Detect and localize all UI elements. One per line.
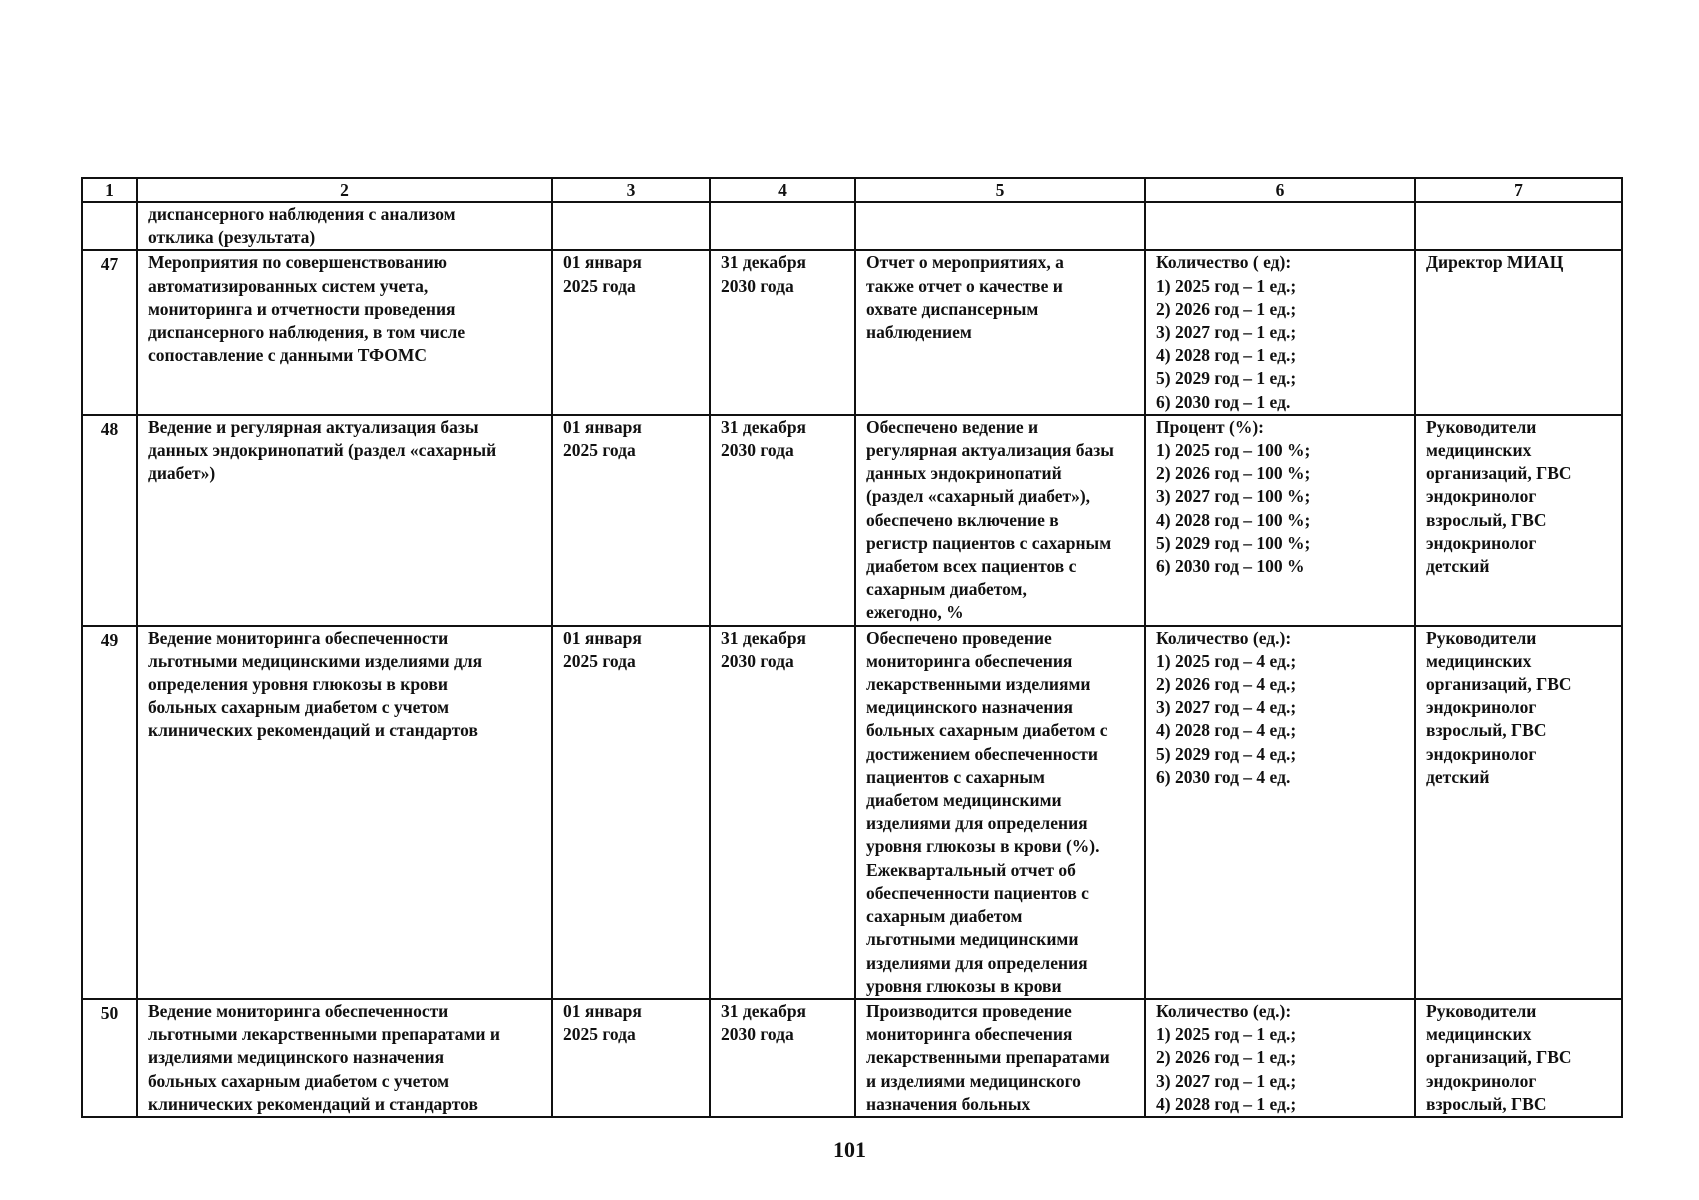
cell-text-line: (раздел «сахарный диабет»), <box>866 486 1091 507</box>
cell-text-line: Отчет о мероприятиях, а <box>866 252 1064 273</box>
responsible-cell <box>1415 999 1622 1117</box>
cell-text-line: эндокринолог <box>1426 1070 1537 1091</box>
cell-text-line: 5) 2029 год – 1 ед.; <box>1156 368 1297 389</box>
event-cell <box>137 202 552 250</box>
event-cell <box>137 999 552 1117</box>
cell-text-line: 2025 года <box>563 440 636 461</box>
cell-text-line: 2030 года <box>721 650 794 671</box>
column-number: 5 <box>855 178 1145 202</box>
cell-text-line: автоматизированных систем учета, <box>148 275 429 296</box>
cell-text-line: медицинских <box>1426 650 1532 671</box>
cell-text-line: 2030 года <box>721 275 794 296</box>
cell-text-line: и изделиями медицинского <box>866 1070 1081 1091</box>
column-number-row <box>82 178 1622 202</box>
event-cell <box>137 415 552 626</box>
cell-text-line: Количество ( ед): <box>1156 252 1292 273</box>
cell-text-line: 1) 2025 год – 1 ед.; <box>1156 1024 1297 1045</box>
cell-text-line: Ведение мониторинга обеспеченности <box>148 1000 449 1021</box>
cell-text-line: диспансерного наблюдения, в том числе <box>148 322 466 343</box>
cell-text-line: пациентов с сахарным <box>866 766 1045 787</box>
cell-text-line: Руководители <box>1426 627 1537 648</box>
cell-text-line: 2025 года <box>563 650 636 671</box>
cell-text-line: детский <box>1426 556 1490 577</box>
column-number: 2 <box>137 178 552 202</box>
column-number: 7 <box>1415 178 1622 202</box>
responsible-cell <box>1415 202 1622 250</box>
cell-text-line: 2030 года <box>721 1024 794 1045</box>
indicator-cell <box>1145 202 1415 250</box>
cell-text-line: льготными медицинскими изделиями для <box>148 650 483 671</box>
cell-text-line: обеспеченности пациентов с <box>866 882 1089 903</box>
responsible-cell <box>1415 415 1622 626</box>
cell-text-line: обеспечено включение в <box>866 509 1059 530</box>
result-cell <box>855 202 1145 250</box>
cell-text-line: клинических рекомендаций и стандартов <box>148 1093 478 1114</box>
result-cell <box>855 999 1145 1117</box>
cell-text-line: 3) 2027 год – 1 ед.; <box>1156 1070 1297 1091</box>
cell-text-line: лекарственными изделиями <box>866 674 1091 695</box>
end-date-cell <box>710 202 855 250</box>
cell-text-line: назначения больных <box>866 1093 1031 1114</box>
cell-text-line: 3) 2027 год – 100 %; <box>1156 486 1311 507</box>
start-date-cell <box>552 202 710 250</box>
cell-text-line: 3) 2027 год – 4 ед.; <box>1156 697 1297 718</box>
cell-text-line: 01 января <box>563 1000 642 1021</box>
cell-text-line: больных сахарным диабетом с учетом <box>148 1070 450 1091</box>
cell-text-line: эндокринолог <box>1426 532 1537 553</box>
table-body <box>82 178 1622 1117</box>
cell-text-line: медицинских <box>1426 440 1532 461</box>
cell-text-line: 6) 2030 год – 4 ед. <box>1156 766 1291 787</box>
start-date-cell <box>552 250 710 414</box>
cell-text-line: 31 декабря <box>721 627 807 648</box>
cell-text-line: 4) 2028 год – 100 %; <box>1156 509 1311 530</box>
cell-text-line: достижением обеспеченности <box>866 743 1098 764</box>
cell-text-line: сахарным диабетом, <box>866 579 1027 600</box>
cell-text-line: определения уровня глюкозы в крови <box>148 674 448 695</box>
cell-text-line: изделиями для определения <box>866 813 1088 834</box>
cell-text-line: медицинского назначения <box>866 697 1073 718</box>
cell-text-line: медицинских <box>1426 1024 1532 1045</box>
cell-text-line: отклика (результата) <box>148 227 316 248</box>
cell-text-line: больных сахарным диабетом с <box>866 720 1108 741</box>
indicator-cell <box>1145 626 1415 999</box>
start-date-cell <box>552 415 710 626</box>
row-number: 50 <box>82 999 137 1117</box>
cell-text-line: 2) 2026 год – 1 ед.; <box>1156 1047 1297 1068</box>
event-cell <box>137 250 552 414</box>
cell-text-line: лекарственными препаратами <box>866 1047 1110 1068</box>
cell-text-line: диабетом всех пациентов с <box>866 556 1077 577</box>
cell-text-line: 2030 года <box>721 440 794 461</box>
cell-text-line: льготными медицинскими <box>866 929 1079 950</box>
column-number: 3 <box>552 178 710 202</box>
cell-text-line: Обеспечено ведение и <box>866 416 1039 437</box>
cell-text-line: 5) 2029 год – 100 %; <box>1156 532 1311 553</box>
cell-text-line: Ведение и регулярная актуализация базы <box>148 416 479 437</box>
result-cell <box>855 415 1145 626</box>
table-row <box>82 999 1622 1117</box>
cell-text-line: изделиями медицинского назначения <box>148 1047 445 1068</box>
responsible-cell <box>1415 626 1622 999</box>
cell-text-line: мониторинга обеспечения <box>866 650 1073 671</box>
cell-text-line: 01 января <box>563 252 642 273</box>
cell-text-line: Количество (ед.): <box>1156 1000 1292 1021</box>
cell-text-line: больных сахарным диабетом с учетом <box>148 697 450 718</box>
cell-text-line: 1) 2025 год – 100 %; <box>1156 440 1311 461</box>
cell-text-line: организаций, ГВС <box>1426 674 1572 695</box>
start-date-cell <box>552 999 710 1117</box>
cell-text-line: мониторинга и отчетности проведения <box>148 298 456 319</box>
page-number: 101 <box>833 1137 866 1162</box>
cell-text-line: 1) 2025 год – 4 ед.; <box>1156 650 1297 671</box>
cell-text-line: ежегодно, % <box>866 602 964 623</box>
event-cell <box>137 626 552 999</box>
cell-text-line: эндокринолог <box>1426 697 1537 718</box>
end-date-cell <box>710 415 855 626</box>
cell-text-line: диабет») <box>148 463 216 484</box>
cell-text-line: 3) 2027 год – 1 ед.; <box>1156 322 1297 343</box>
cell-text-line: клинических рекомендаций и стандартов <box>148 720 478 741</box>
cell-text-line: диабетом медицинскими <box>866 790 1062 811</box>
cell-text-line: Руководители <box>1426 1000 1537 1021</box>
row-number: 47 <box>82 250 137 414</box>
cell-text-line: эндокринолог <box>1426 743 1537 764</box>
cell-text-line: регулярная актуализация базы <box>866 440 1114 461</box>
cell-text-line: 4) 2028 год – 1 ед.; <box>1156 345 1297 366</box>
cell-text-line: Директор МИАЦ <box>1426 252 1564 273</box>
cell-text-line: мониторинга обеспечения <box>866 1024 1073 1045</box>
result-cell <box>855 626 1145 999</box>
indicator-cell <box>1145 415 1415 626</box>
cell-text-line: данных эндокринопатий (раздел «сахарный <box>148 440 497 461</box>
cell-text-line: охвате диспансерным <box>866 298 1039 319</box>
end-date-cell <box>710 999 855 1117</box>
cell-text-line: организаций, ГВС <box>1426 1047 1572 1068</box>
row-number: 48 <box>82 415 137 626</box>
result-cell <box>855 250 1145 414</box>
cell-text-line: сахарным диабетом <box>866 906 1023 927</box>
cell-text-line: уровня глюкозы в крови (%). <box>866 836 1100 857</box>
cell-text-line: 01 января <box>563 627 642 648</box>
cell-text-line: наблюдением <box>866 322 972 343</box>
cell-text-line: Ежеквартальный отчет об <box>866 859 1076 880</box>
cell-text-line: Количество (ед.): <box>1156 627 1292 648</box>
cell-text-line: льготными лекарственными препаратами и <box>148 1024 500 1045</box>
cell-text-line: 2) 2026 год – 1 ед.; <box>1156 298 1297 319</box>
cell-text-line: 2025 года <box>563 1024 636 1045</box>
cell-text-line: Процент (%): <box>1156 416 1264 437</box>
cell-text-line: 6) 2030 год – 100 % <box>1156 556 1305 577</box>
cell-text-line: Обеспечено проведение <box>866 627 1052 648</box>
row-number: 49 <box>82 626 137 999</box>
cell-text-line: изделиями для определения <box>866 952 1088 973</box>
cell-text-line: Ведение мониторинга обеспеченности <box>148 627 449 648</box>
row-number <box>82 202 137 250</box>
cell-text-line: Производится проведение <box>866 1000 1072 1021</box>
cell-text-line: 31 декабря <box>721 416 807 437</box>
cell-text-line: 01 января <box>563 416 642 437</box>
cell-text-line: взрослый, ГВС <box>1426 509 1547 530</box>
cell-text-line: также отчет о качестве и <box>866 275 1063 296</box>
indicator-cell <box>1145 999 1415 1117</box>
column-number: 1 <box>82 178 137 202</box>
cell-text-line: 2025 года <box>563 275 636 296</box>
cell-text-line: 1) 2025 год – 1 ед.; <box>1156 275 1297 296</box>
cell-text-line: взрослый, ГВС <box>1426 1093 1547 1114</box>
responsible-cell <box>1415 250 1622 414</box>
cell-text-line: 2) 2026 год – 4 ед.; <box>1156 674 1297 695</box>
activities-table <box>81 177 1623 1118</box>
cell-text-line: 2) 2026 год – 100 %; <box>1156 463 1311 484</box>
cell-text-line: 4) 2028 год – 1 ед.; <box>1156 1093 1297 1114</box>
cell-text-line: уровня глюкозы в крови <box>866 975 1062 996</box>
cell-text-line: детский <box>1426 766 1490 787</box>
cell-text-line: 4) 2028 год – 4 ед.; <box>1156 720 1297 741</box>
cell-text-line: Руководители <box>1426 416 1537 437</box>
cell-text-line: 31 декабря <box>721 1000 807 1021</box>
cell-text-line: регистр пациентов с сахарным <box>866 532 1112 553</box>
table-row <box>82 250 1622 414</box>
table-row <box>82 626 1622 999</box>
table-row <box>82 415 1622 626</box>
column-number: 6 <box>1145 178 1415 202</box>
start-date-cell <box>552 626 710 999</box>
cell-text-line: организаций, ГВС <box>1426 463 1572 484</box>
cell-text-line: Мероприятия по совершенствованию <box>148 252 448 273</box>
table-row <box>82 202 1622 250</box>
end-date-cell <box>710 250 855 414</box>
indicator-cell <box>1145 250 1415 414</box>
cell-text-line: 31 декабря <box>721 252 807 273</box>
cell-text-line: 6) 2030 год – 1 ед. <box>1156 391 1291 412</box>
cell-text-line: сопоставление с данными ТФОМС <box>148 345 428 366</box>
cell-text-line: 5) 2029 год – 4 ед.; <box>1156 743 1297 764</box>
column-number: 4 <box>710 178 855 202</box>
end-date-cell <box>710 626 855 999</box>
cell-text-line: эндокринолог <box>1426 486 1537 507</box>
cell-text-line: диспансерного наблюдения с анализом <box>148 204 456 224</box>
cell-text-line: взрослый, ГВС <box>1426 720 1547 741</box>
cell-text-line: данных эндокринопатий <box>866 463 1062 484</box>
